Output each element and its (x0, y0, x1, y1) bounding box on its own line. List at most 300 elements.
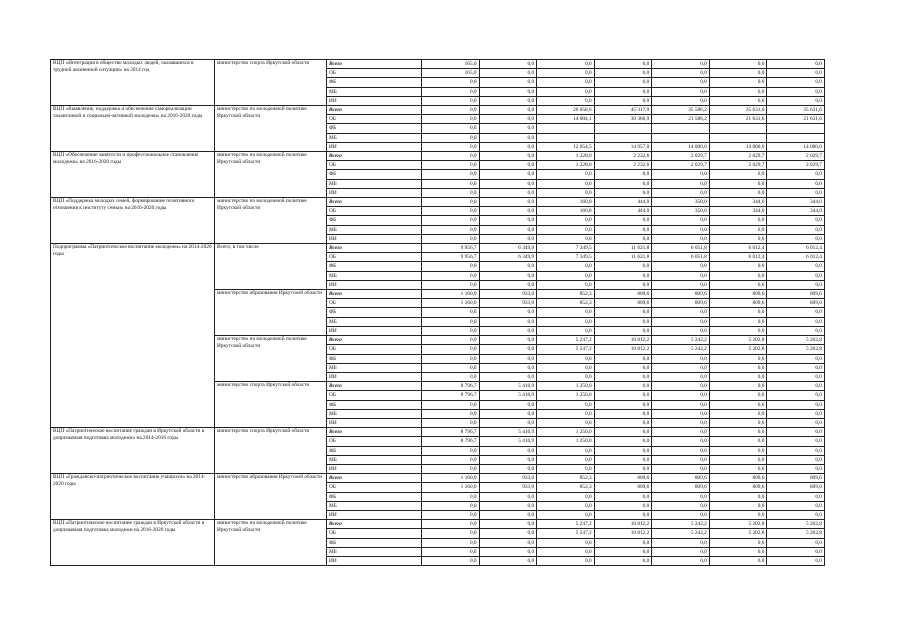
amount-cell: 0,0 (479, 234, 537, 243)
funding-source-cell: МБ (327, 409, 422, 418)
amount-cell: 0,0 (422, 280, 480, 289)
amount-cell: 0,0 (652, 510, 710, 519)
amount-cell: 0,0 (767, 538, 825, 547)
amount-cell: 0,0 (479, 446, 537, 455)
amount-cell: 0,0 (594, 464, 652, 473)
amount-cell: 6 012,4 (767, 244, 825, 253)
amount-cell: 0,0 (422, 152, 480, 161)
amount-cell: 0,0 (479, 87, 537, 96)
table-row (51, 244, 825, 253)
amount-cell: 0,0 (767, 428, 825, 437)
program-name-cell: ВЦП «Гражданско-патриотическое воспитание учащихся» на 2014-2020 годы (51, 474, 215, 520)
amount-cell: 8 796,7 (422, 382, 480, 391)
funding-source-cell: ОБ (327, 345, 422, 354)
amount-cell: 0,0 (422, 170, 480, 179)
amount-cell: 0,0 (652, 262, 710, 271)
funding-source-cell: ИИ (327, 464, 422, 473)
amount-cell: 0,0 (537, 96, 595, 105)
amount-cell: 0,0 (479, 216, 537, 225)
amount-cell: 0,0 (422, 216, 480, 225)
amount-cell: 933,0 (479, 483, 537, 492)
table-row (51, 198, 825, 207)
amount-cell: 0,0 (422, 455, 480, 464)
amount-cell: 0,0 (422, 547, 480, 556)
amount-cell: 0,0 (652, 179, 710, 188)
amount-cell: 2 029,7 (767, 161, 825, 170)
amount-cell: 0,0 (537, 354, 595, 363)
amount-cell: 5 202,8 (767, 345, 825, 354)
amount-cell: 0,0 (537, 69, 595, 78)
document-page (50, 59, 824, 566)
amount-cell: 0,0 (479, 78, 537, 87)
amount-cell: 0,0 (479, 317, 537, 326)
amount-cell: 0,0 (709, 216, 767, 225)
amount-cell: 21 586,2 (652, 115, 710, 124)
funding-source-cell: ОБ (327, 437, 422, 446)
funding-source-cell: ОБ (327, 161, 422, 170)
table-row (51, 106, 825, 115)
funding-source-cell: ФБ (327, 446, 422, 455)
amount-cell: 444,0 (594, 198, 652, 207)
responsible-executor-cell: министерство по молодежной политике Иркутской области (215, 152, 327, 198)
amount-cell: 0,0 (594, 170, 652, 179)
amount-cell: 0,0 (479, 60, 537, 69)
amount-cell: 0,0 (767, 437, 825, 446)
amount-cell: 852,3 (537, 290, 595, 299)
amount-cell: 0,0 (652, 464, 710, 473)
amount-cell: 0,0 (652, 170, 710, 179)
amount-cell: 0,0 (479, 106, 537, 115)
amount-cell: 0,0 (479, 336, 537, 345)
amount-cell: 0,0 (594, 78, 652, 87)
amount-cell: 0,0 (767, 216, 825, 225)
amount-cell: 0,0 (479, 510, 537, 519)
responsible-executor-cell: министерство образования Иркутской области (215, 290, 327, 336)
amount-cell: 5 202,8 (767, 520, 825, 529)
amount-cell: 0,0 (537, 78, 595, 87)
amount-cell: 2 029,7 (767, 152, 825, 161)
amount-cell: 8 796,7 (422, 428, 480, 437)
amount-cell: 0,0 (767, 69, 825, 78)
amount-cell: 0,0 (767, 188, 825, 197)
funding-source-cell: Всего (327, 60, 422, 69)
amount-cell: 0,0 (479, 418, 537, 427)
amount-cell: 809,6 (767, 474, 825, 483)
funding-table-body (51, 60, 825, 566)
amount-cell: 0,0 (537, 446, 595, 455)
amount-cell: 0,0 (537, 280, 595, 289)
amount-cell: 0,0 (594, 409, 652, 418)
funding-source-cell: ФБ (327, 400, 422, 409)
amount-cell: 14 000,0 (767, 142, 825, 151)
funding-source-cell: МБ (327, 501, 422, 510)
funding-source-cell: ОБ (327, 69, 422, 78)
amount-cell: 5 242,2 (652, 520, 710, 529)
amount-cell: 0,0 (537, 170, 595, 179)
amount-cell: 5 202,8 (709, 345, 767, 354)
amount-cell: 0,0 (422, 372, 480, 381)
amount-cell: 0,0 (479, 152, 537, 161)
amount-cell: 0,0 (594, 87, 652, 96)
responsible-executor-cell: министерство по молодежной политике Иркутской области (215, 106, 327, 152)
amount-cell: 0,0 (422, 161, 480, 170)
amount-cell: 0,0 (709, 547, 767, 556)
amount-cell: 852,3 (537, 483, 595, 492)
amount-cell: 0,0 (767, 382, 825, 391)
funding-source-cell: ФБ (327, 170, 422, 179)
amount-cell: 344,0 (767, 207, 825, 216)
amount-cell: 0,0 (767, 363, 825, 372)
amount-cell: 0,0 (709, 188, 767, 197)
amount-cell: 0,0 (652, 501, 710, 510)
funding-source-cell: Всего (327, 290, 422, 299)
funding-source-cell: ФБ (327, 262, 422, 271)
amount-cell: 0,0 (422, 418, 480, 427)
amount-cell: 0,0 (594, 326, 652, 335)
amount-cell: 0,0 (709, 234, 767, 243)
amount-cell: 5 202,8 (767, 529, 825, 538)
amount-cell: 14 000,0 (709, 142, 767, 151)
amount-cell: 0,0 (652, 428, 710, 437)
amount-cell: 0,0 (767, 308, 825, 317)
amount-cell: 809,6 (652, 290, 710, 299)
amount-cell: 0,0 (594, 308, 652, 317)
amount-cell: 35 631,6 (767, 106, 825, 115)
amount-cell: 0,0 (652, 225, 710, 234)
amount-cell: 0,0 (767, 446, 825, 455)
amount-cell: 0,0 (422, 317, 480, 326)
amount-cell: 0,0 (594, 280, 652, 289)
amount-cell: 0,0 (709, 446, 767, 455)
amount-cell: 1 160,0 (422, 290, 480, 299)
amount-cell: 0,0 (422, 354, 480, 363)
amount-cell: 0,0 (709, 464, 767, 473)
responsible-executor-cell: министерство спорта Иркутской области (215, 428, 327, 474)
amount-cell: 350,0 (652, 198, 710, 207)
program-name-cell: ВЦП «Патриотическое воспитание граждан в Иркутской области и допризывная подготовка молодежи» на 2014-2016 годы (51, 428, 215, 474)
funding-source-cell: МБ (327, 133, 422, 142)
amount-cell: 0,0 (537, 409, 595, 418)
amount-cell: 0,0 (422, 96, 480, 105)
amount-cell: 5 202,8 (709, 529, 767, 538)
amount-cell: 0,0 (767, 234, 825, 243)
amount-cell: 0,0 (422, 326, 480, 335)
amount-cell: 0,0 (652, 400, 710, 409)
amount-cell: 0,0 (594, 262, 652, 271)
amount-cell: 0,0 (652, 87, 710, 96)
amount-cell: 0,0 (594, 382, 652, 391)
amount-cell (652, 133, 710, 142)
amount-cell: 0,0 (479, 308, 537, 317)
funding-source-cell: Всего (327, 244, 422, 253)
funding-source-cell: ФБ (327, 216, 422, 225)
amount-cell: 0,0 (422, 225, 480, 234)
amount-cell: 0,0 (767, 280, 825, 289)
amount-cell: 0,0 (422, 78, 480, 87)
amount-cell: 0,0 (652, 69, 710, 78)
amount-cell: 0,0 (652, 409, 710, 418)
funding-source-cell: МБ (327, 363, 422, 372)
amount-cell: 0,0 (479, 538, 537, 547)
amount-cell: 1 250,0 (537, 382, 595, 391)
responsible-executor-cell: министерство образования Иркутской области (215, 474, 327, 520)
funding-source-cell: Всего (327, 336, 422, 345)
amount-cell: 0,0 (479, 492, 537, 501)
amount-cell: 9 956,7 (422, 244, 480, 253)
amount-cell: 0,0 (709, 60, 767, 69)
amount-cell: 0,0 (422, 198, 480, 207)
amount-cell: 0,0 (422, 363, 480, 372)
amount-cell: 0,0 (594, 372, 652, 381)
program-name-cell: ВЦП «Выявление, поддержка и обеспечение самореализации талантливой и социально-активной молодежи» на 2016-2020 годы (51, 106, 215, 152)
amount-cell: 809,6 (594, 290, 652, 299)
amount-cell: 0,0 (479, 372, 537, 381)
amount-cell: 344,0 (767, 198, 825, 207)
amount-cell: 0,0 (709, 400, 767, 409)
amount-cell: 0,0 (652, 547, 710, 556)
amount-cell: 0,0 (652, 437, 710, 446)
funding-source-cell: МБ (327, 271, 422, 280)
amount-cell: 0,0 (479, 345, 537, 354)
amount-cell: 11 621,8 (594, 244, 652, 253)
amount-cell: 5 416,9 (479, 382, 537, 391)
amount-cell: 0,0 (709, 418, 767, 427)
funding-source-cell: МБ (327, 179, 422, 188)
amount-cell: 0,0 (709, 382, 767, 391)
amount-cell: 0,0 (422, 106, 480, 115)
amount-cell: 0,0 (652, 96, 710, 105)
amount-cell: 14 004,1 (537, 115, 595, 124)
amount-cell: 0,0 (537, 271, 595, 280)
amount-cell: 0,0 (594, 60, 652, 69)
amount-cell: 0,0 (709, 556, 767, 565)
table-row (51, 520, 825, 529)
amount-cell: 0,0 (767, 179, 825, 188)
funding-source-cell: ИИ (327, 326, 422, 335)
amount-cell: 0,0 (767, 326, 825, 335)
amount-cell: 6 012,4 (709, 244, 767, 253)
amount-cell: 10 812,2 (594, 336, 652, 345)
amount-cell: 5 247,2 (537, 529, 595, 538)
amount-cell: 0,0 (767, 409, 825, 418)
amount-cell: 809,6 (709, 299, 767, 308)
amount-cell: 5 416,9 (479, 437, 537, 446)
amount-cell: 0,0 (767, 455, 825, 464)
amount-cell: 0,0 (422, 556, 480, 565)
amount-cell: 0,0 (767, 391, 825, 400)
amount-cell: 0,0 (422, 207, 480, 216)
amount-cell: 0,0 (422, 115, 480, 124)
funding-source-cell: ФБ (327, 492, 422, 501)
amount-cell: 6 349,9 (479, 253, 537, 262)
funding-source-cell: ИИ (327, 280, 422, 289)
amount-cell: 0,0 (422, 179, 480, 188)
amount-cell: 0,0 (537, 60, 595, 69)
amount-cell: 5 416,9 (479, 391, 537, 400)
amount-cell: 0,0 (767, 418, 825, 427)
amount-cell: 0,0 (652, 372, 710, 381)
amount-cell: 0,0 (537, 418, 595, 427)
amount-cell: 0,0 (594, 446, 652, 455)
amount-cell: 0,0 (652, 188, 710, 197)
amount-cell: 7 349,5 (537, 244, 595, 253)
amount-cell: 7 349,5 (537, 253, 595, 262)
amount-cell: 809,6 (709, 290, 767, 299)
amount-cell: 0,0 (709, 317, 767, 326)
amount-cell: 2 232,6 (594, 152, 652, 161)
amount-cell: 0,0 (709, 170, 767, 179)
amount-cell: 0,0 (479, 188, 537, 197)
amount-cell: 0,0 (652, 280, 710, 289)
amount-cell: 0,0 (479, 96, 537, 105)
amount-cell: 0,0 (594, 179, 652, 188)
amount-cell: 1 160,0 (422, 299, 480, 308)
amount-cell: 0,0 (422, 308, 480, 317)
amount-cell: 0,0 (767, 96, 825, 105)
amount-cell: 350,0 (652, 207, 710, 216)
amount-cell: 0,0 (422, 133, 480, 142)
amount-cell: 0,0 (767, 262, 825, 271)
amount-cell: 30 360,9 (594, 115, 652, 124)
amount-cell: 0,0 (652, 60, 710, 69)
amount-cell: 0,0 (709, 538, 767, 547)
amount-cell: 1 160,0 (422, 483, 480, 492)
amount-cell: 0,0 (594, 501, 652, 510)
amount-cell: 0,0 (594, 510, 652, 519)
amount-cell: 10 812,2 (594, 520, 652, 529)
amount-cell: 0,0 (767, 501, 825, 510)
amount-cell: 0,0 (594, 547, 652, 556)
amount-cell: 0,0 (709, 437, 767, 446)
amount-cell: 0,0 (709, 271, 767, 280)
amount-cell: 0,0 (479, 547, 537, 556)
amount-cell: 0,0 (479, 400, 537, 409)
amount-cell: 0,0 (594, 234, 652, 243)
funding-source-cell: Всего (327, 474, 422, 483)
funding-source-cell: ИИ (327, 188, 422, 197)
amount-cell: 0,0 (594, 271, 652, 280)
amount-cell: 0,0 (652, 317, 710, 326)
amount-cell: 0,0 (594, 225, 652, 234)
amount-cell: 0,0 (594, 418, 652, 427)
amount-cell: 0,0 (479, 170, 537, 179)
amount-cell: 0,0 (479, 501, 537, 510)
amount-cell: 0,0 (479, 409, 537, 418)
funding-source-cell: ОБ (327, 529, 422, 538)
amount-cell: 0,0 (537, 556, 595, 565)
funding-source-cell: ФБ (327, 78, 422, 87)
amount-cell: 1 160,0 (422, 474, 480, 483)
amount-cell: 5 202,8 (709, 336, 767, 345)
funding-source-cell: ОБ (327, 253, 422, 262)
amount-cell: 0,0 (537, 547, 595, 556)
amount-cell: 0,0 (767, 87, 825, 96)
amount-cell: 0,0 (767, 78, 825, 87)
amount-cell: 5 202,8 (767, 336, 825, 345)
amount-cell: 809,6 (594, 483, 652, 492)
amount-cell: 0,0 (652, 363, 710, 372)
amount-cell: 0,0 (709, 326, 767, 335)
amount-cell: 0,0 (537, 538, 595, 547)
funding-source-cell: ФБ (327, 124, 422, 133)
amount-cell: 0,0 (652, 78, 710, 87)
amount-cell: 0,0 (537, 179, 595, 188)
funding-source-cell: ОБ (327, 115, 422, 124)
funding-source-cell: Всего (327, 520, 422, 529)
amount-cell: 0,0 (709, 501, 767, 510)
amount-cell: 8 796,7 (422, 391, 480, 400)
amount-cell (594, 133, 652, 142)
amount-cell: 0,0 (479, 326, 537, 335)
funding-source-cell: ОБ (327, 299, 422, 308)
amount-cell: 0,0 (422, 510, 480, 519)
amount-cell (767, 133, 825, 142)
amount-cell: 0,0 (537, 492, 595, 501)
amount-cell: 809,6 (709, 483, 767, 492)
amount-cell: 0,0 (422, 446, 480, 455)
amount-cell: 0,0 (594, 455, 652, 464)
amount-cell (767, 124, 825, 133)
amount-cell: 165,0 (422, 60, 480, 69)
amount-cell: 0,0 (479, 455, 537, 464)
amount-cell: 0,0 (537, 400, 595, 409)
amount-cell: 0,0 (594, 354, 652, 363)
amount-cell: 444,0 (594, 207, 652, 216)
funding-source-cell: ИИ (327, 142, 422, 151)
amount-cell: 0,0 (422, 400, 480, 409)
amount-cell: 0,0 (652, 354, 710, 363)
funding-source-cell: ОБ (327, 391, 422, 400)
amount-cell: 0,0 (594, 391, 652, 400)
amount-cell: 0,0 (537, 501, 595, 510)
amount-cell: 0,0 (594, 317, 652, 326)
program-name-cell: Подпрограмма «Патриотическое воспитание молодежи» на 2014-2020 годы (51, 244, 215, 428)
amount-cell: 0,0 (652, 382, 710, 391)
amount-cell: 0,0 (709, 96, 767, 105)
amount-cell: 0,0 (479, 207, 537, 216)
amount-cell: 0,0 (537, 225, 595, 234)
amount-cell: 852,3 (537, 474, 595, 483)
amount-cell: 0,0 (767, 400, 825, 409)
responsible-executor-cell: министерство спорта Иркутской области (215, 382, 327, 428)
funding-source-cell: ИИ (327, 96, 422, 105)
amount-cell: 0,0 (537, 464, 595, 473)
amount-cell: 0,0 (537, 87, 595, 96)
funding-source-cell: Всего (327, 382, 422, 391)
amount-cell: 0,0 (652, 326, 710, 335)
funding-source-cell: ФБ (327, 308, 422, 317)
amount-cell: 21 631,6 (709, 115, 767, 124)
amount-cell: 0,0 (422, 262, 480, 271)
amount-cell: 5 242,2 (652, 336, 710, 345)
funding-source-cell: Всего (327, 152, 422, 161)
amount-cell: 809,6 (594, 299, 652, 308)
amount-cell: 11 621,8 (594, 253, 652, 262)
funding-source-cell: МБ (327, 455, 422, 464)
amount-cell: 26 058,6 (537, 106, 595, 115)
amount-cell: 0,0 (594, 428, 652, 437)
amount-cell: 0,0 (479, 179, 537, 188)
amount-cell: 1 250,0 (537, 428, 595, 437)
amount-cell: 6 051,8 (652, 253, 710, 262)
amount-cell: 0,0 (709, 492, 767, 501)
funding-table (50, 59, 825, 566)
amount-cell: 344,0 (709, 198, 767, 207)
amount-cell: 0,0 (479, 271, 537, 280)
amount-cell: 0,0 (537, 317, 595, 326)
amount-cell: 344,0 (709, 207, 767, 216)
amount-cell: 0,0 (767, 492, 825, 501)
